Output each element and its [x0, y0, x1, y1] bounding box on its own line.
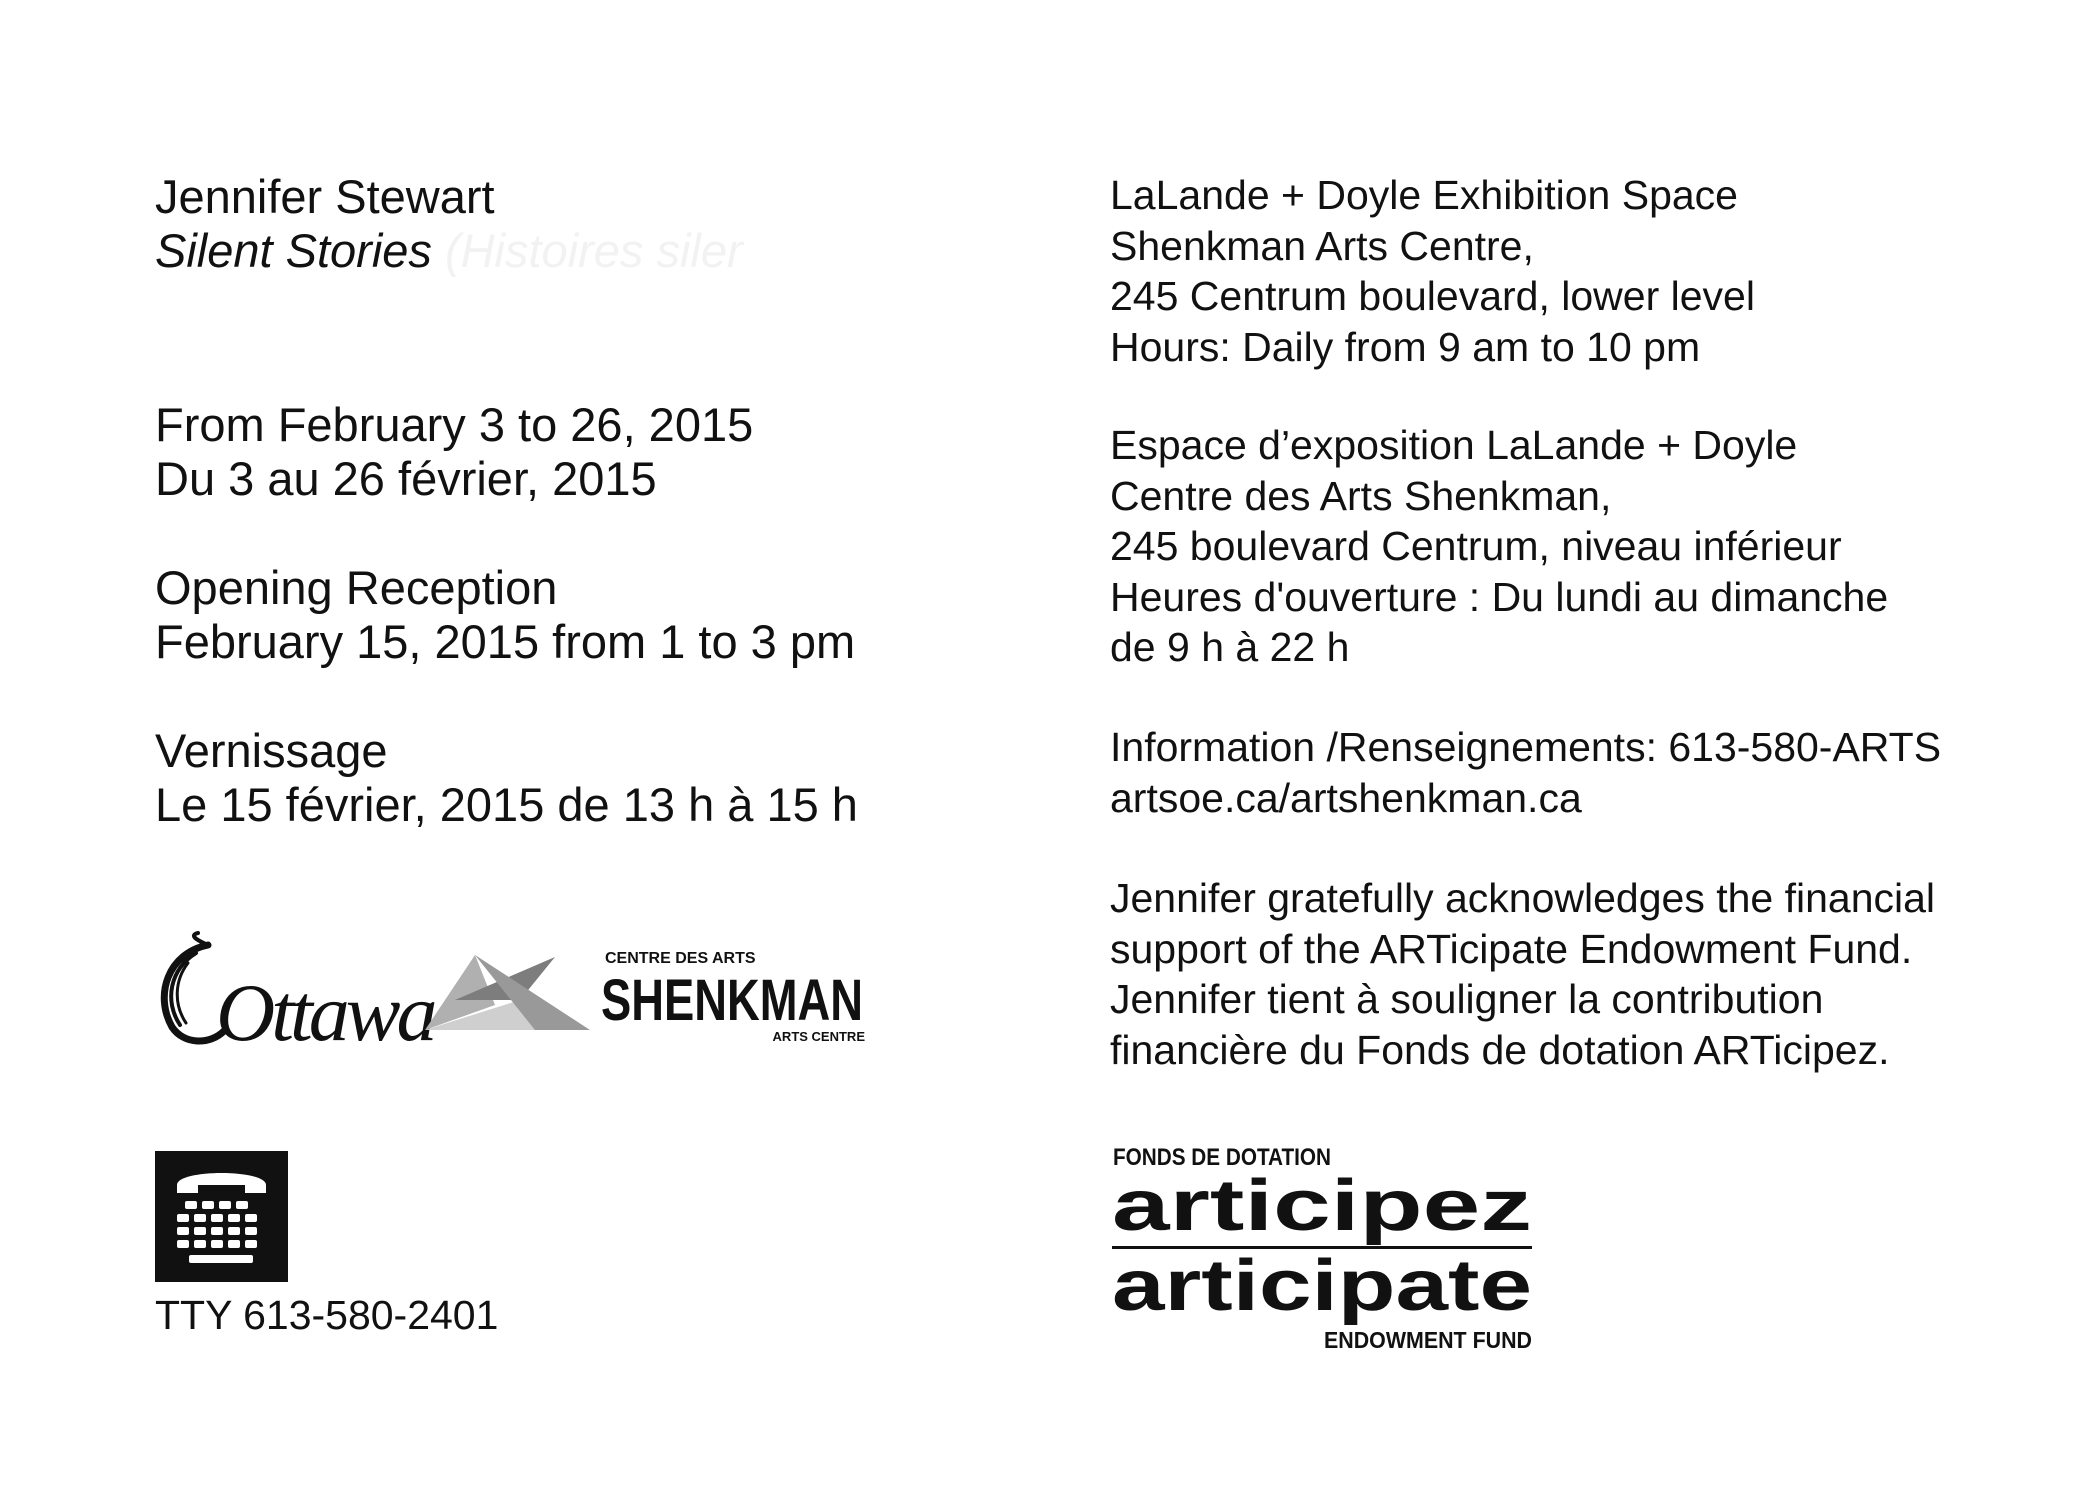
ack-line: Jennifer tient à souligner la contribution: [1110, 976, 1824, 1022]
vernissage-heading: Vernissage: [155, 724, 388, 777]
info-block: [1110, 722, 1941, 823]
opening-heading: Opening Reception: [155, 561, 558, 614]
shenkman-bottom-text: ARTS CENTRE: [772, 1029, 865, 1044]
ack-line: financière du Fonds de dotation ARTicipez.: [1110, 1026, 1890, 1073]
info-phone: Information /Renseignements: 613-580-ARTS: [1110, 724, 1942, 770]
venue-en-block: [1110, 170, 1755, 372]
exhibition-title-fr-faded: (Histoires siler: [444, 224, 743, 277]
fund-top-text: FONDS DE DOTATION: [1113, 1144, 1331, 1171]
venue-en-line: Shenkman Arts Centre,: [1110, 222, 1534, 269]
tty-phone-icon: [155, 1151, 288, 1282]
fund-fr-wordmark: articipez: [1112, 1166, 1532, 1246]
venue-fr-line: de 9 h à 22 h: [1110, 624, 1350, 670]
vernissage-detail: Le 15 février, 2015 de 13 h à 15 h: [155, 778, 858, 831]
venue-en-line: 245 Centrum boulevard, lower level: [1110, 273, 1755, 319]
fund-en-wordmark: articipate: [1112, 1246, 1532, 1326]
articipate-fund-logo: [1110, 1140, 1535, 1360]
ottawa-wordmark: Ottawa: [216, 967, 434, 1058]
venue-en-line: LaLande + Doyle Exhibition Space: [1110, 172, 1738, 218]
shenkman-main-text: SHENKMAN: [601, 968, 863, 1033]
exhibition-title: [155, 224, 743, 278]
venue-fr-block: [1110, 420, 1888, 673]
dates-fr: Du 3 au 26 février, 2015: [155, 452, 657, 505]
opening-block: [155, 561, 855, 669]
exhibition-title-en: Silent Stories: [155, 224, 432, 277]
ack-line: Jennifer gratefully acknowledges the financial: [1110, 875, 1936, 921]
venue-en-line: Hours: Daily from 9 am to 10 pm: [1110, 323, 1701, 370]
acknowledgement-block: [1110, 873, 1935, 1075]
info-website: artsoe.ca/artshenkman.ca: [1110, 774, 1582, 821]
venue-fr-line: Heures d'ouverture : Du lundi au dimanche: [1110, 573, 1889, 620]
venue-fr-line: 245 boulevard Centrum, niveau inférieur: [1110, 523, 1842, 569]
venue-fr-line: Centre des Arts Shenkman,: [1110, 472, 1612, 519]
dates-en: From February 3 to 26, 2015: [155, 398, 754, 451]
artist-name: Jennifer Stewart: [155, 170, 495, 223]
shenkman-top-text: CENTRE DES ARTS: [605, 950, 756, 967]
tty-number: TTY 613-580-2401: [155, 1292, 499, 1338]
vernissage-block: [155, 724, 858, 832]
ottawa-logo: [150, 935, 434, 1058]
shenkman-logo: [425, 945, 865, 1045]
artist-title-block: [155, 170, 743, 278]
dates-block: [155, 398, 753, 506]
venue-fr-line: Espace d’exposition LaLande + Doyle: [1110, 422, 1798, 468]
fund-bottom-text: ENDOWMENT FUND: [1324, 1327, 1532, 1353]
opening-detail: February 15, 2015 from 1 to 3 pm: [155, 615, 856, 668]
ack-line: support of the ARTicipate Endowment Fund.: [1110, 925, 1913, 972]
